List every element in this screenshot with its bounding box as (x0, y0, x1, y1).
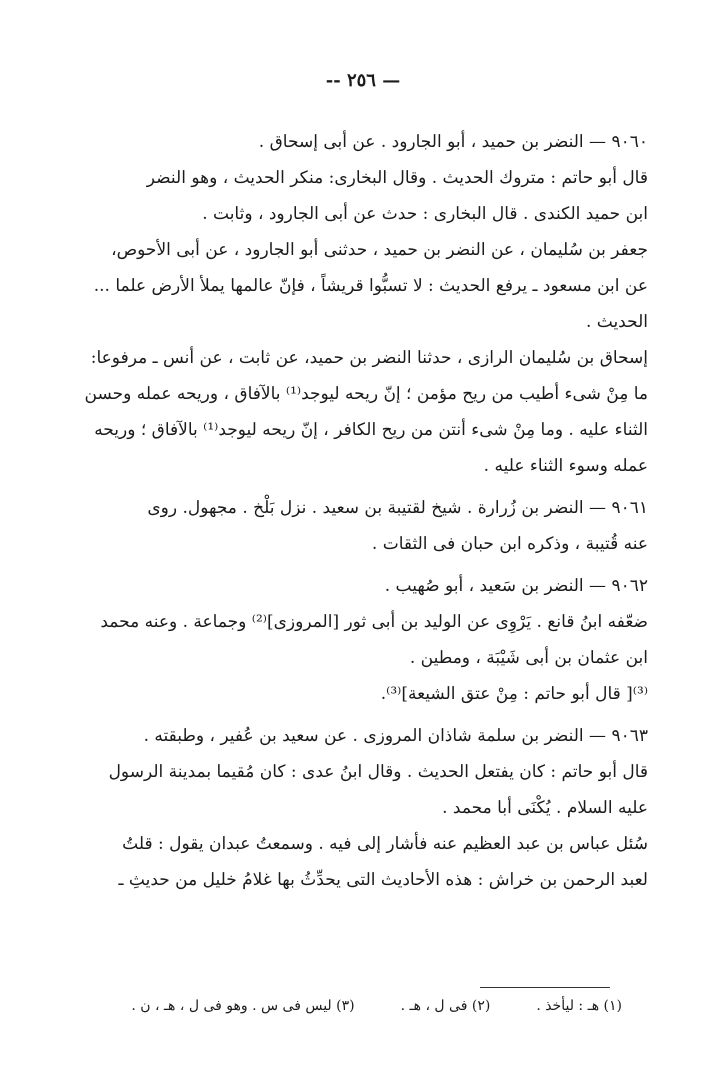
main-text (62, 124, 648, 898)
text-line: عمله وسوء الثناء عليه . (483, 456, 648, 476)
page-number: — ٢٥٦ -- (325, 70, 401, 91)
entry-9063-heading: ٩٠٦٣ — النضر بن سلمة شاذان المروزى . عن سعيد بن عُفير ، وطبقته . (143, 726, 648, 746)
text-line: ابن حميد الكندى . قال البخارى : حدث عن أبى الجارود ، وثابت . (202, 204, 648, 224)
text-line: قال أبو حاتم : متروك الحديث . وقال البخارى: منكر الحديث ، وهو النضر (146, 168, 648, 188)
entry-9060-heading: ٩٠٦٠ — النضر بن حميد ، أبو الجارود . عن أبى إسحاق . (258, 132, 648, 152)
text-line: جعفر بن سُليمان ، عن النضر بن حميد ، حدثنى أبو الجارود ، عن أبى الأحوص، (111, 240, 648, 260)
text-line: عن ابن مسعود ـ يرفع الحديث : لا تسبُّوا قريشاً ، فإنّ عالمها يملأ الأرض علما ... (93, 276, 648, 296)
text-line: ضعّفه ابنُ قانع . يَرْوِى عن الوليد بن أبى ثور [المروزى]⁽²⁾ وجماعة . وعنه محمد (100, 612, 648, 632)
footnotes (62, 998, 622, 1014)
footnote-divider (480, 987, 610, 988)
entry-9061-heading: ٩٠٦١ — النضر بن زُرارة . شيخ لقتيبة بن سعيد . نزل بَلْخ . مجهول. روى (147, 498, 648, 518)
text-line: سُئل عباس بن عبد العظيم عنه فأشار إلى فيه . وسمعتُ عبدان يقول : قلتُ (122, 834, 648, 854)
text-line: ما مِنْ شىء أطيب من ريح مؤمن ؛ إنّ ريحه ليوجد⁽¹⁾ بالآفاق ، وريحه عمله وحسن (84, 384, 648, 404)
text-line: عنه قُتيبة ، وذكره ابن حبان فى الثقات . (371, 534, 648, 554)
entry-9062-heading: ٩٠٦٢ — النضر بن سَعيد ، أبو صُهيب . (384, 576, 648, 596)
text-line: ⁽³⁾[ قال أبو حاتم : مِنْ عتق الشيعة]⁽³⁾. (380, 684, 648, 704)
text-line: ابن عثمان بن أبى شَيْبَة ، ومطين . (409, 648, 648, 668)
text-line: الحديث . (585, 312, 648, 332)
text-line: لعبد الرحمن بن خراش : هذه الأحاديث التى يحدِّثُ بها غلامُ خليل من حديثِ ـ (118, 870, 648, 890)
footnote-1: (١) هـ : ليأخذ . (536, 998, 622, 1014)
footnote-2: (٢) فى ل ، هـ . (400, 998, 491, 1014)
text-line: الثناء عليه . وما مِنْ شىء أنتن من ريح الكافر ، إنّ ريحه ليوجد⁽¹⁾ بالآفاق ؛ وريحه (94, 420, 648, 440)
text-line: عليه السلام . يُكْنَى أبا محمد . (442, 798, 648, 818)
text-line: إسحاق بن سُليمان الرازى ، حدثنا النضر بن حميد، عن ثابت ، عن أنس ـ مرفوعا: (90, 348, 648, 368)
text-line: قال أبو حاتم : كان يفتعل الحديث . وقال ابنُ عدى : كان مُقيما بمدينة الرسول (108, 762, 648, 782)
footnote-3: (٣) ليس فى س . وهو فى ل ، هـ ، ن . (131, 998, 355, 1014)
